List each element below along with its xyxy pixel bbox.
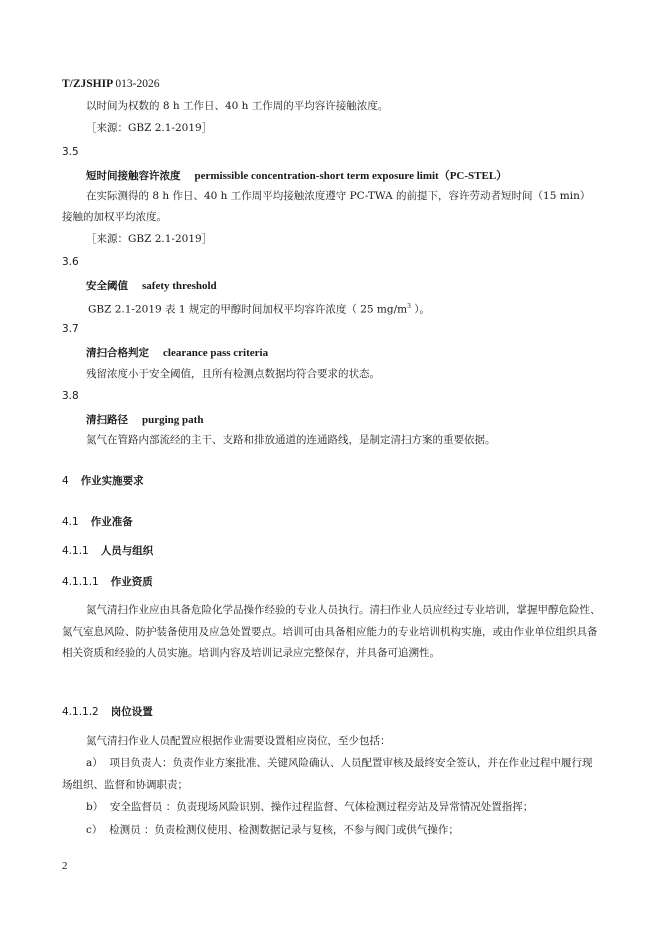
list-item bbox=[62, 753, 602, 796]
clause-title: 岗位设置 bbox=[110, 706, 153, 718]
clause-number: 4.1.1.1 bbox=[62, 576, 99, 588]
qualification-paragraph bbox=[62, 600, 602, 665]
term-definition: 在实际测得的 8 h 作日、40 h 工作周平均接触浓度遵守 PC-TWA 的前提下，容许劳动者短时间（15 min） bbox=[86, 190, 591, 202]
section-title: 作业准备 bbox=[90, 516, 133, 528]
term-number: 3.5 bbox=[62, 146, 79, 158]
list-marker: b） bbox=[86, 801, 104, 813]
twa-definition-tail: 以时间为权数的 8 h 工作日、40 h 工作周的平均容许接触浓度。 bbox=[86, 100, 389, 112]
term-number: 3.6 bbox=[62, 256, 79, 268]
clause-title: 作业资质 bbox=[110, 576, 153, 588]
page-number: 2 bbox=[62, 860, 68, 872]
definition-text: GBZ 2.1-2019 表 1 规定的甲醇时间加权平均容许浓度（ 25 mg/m bbox=[88, 303, 408, 316]
term-title bbox=[86, 167, 507, 183]
chapter-title: 作业实施要求 bbox=[80, 475, 144, 487]
list-item-text: 检测员 ：负责检测仪使用、检测数据记录与复核，不参与阀门或供气操作； bbox=[109, 824, 459, 836]
list-item bbox=[62, 797, 602, 819]
chapter-heading bbox=[62, 473, 144, 488]
term-definition bbox=[88, 296, 430, 321]
paragraph-text: 氮气清扫作业应由具备危险化学品操作经验的专业人员执行。清扫作业人员应经过专业培训，掌握甲醇危险性、氮气室息风险、防护装备使用及应急处置要点。培训可由具备相应能力的专业培训机构实施，或由作业单位组织具备相关资质和经验的人员实施。培训内容及培训记录应完整保存，并具备可追溯性。 bbox=[62, 604, 601, 659]
term-title-en: purging path bbox=[142, 414, 204, 426]
term-title bbox=[86, 412, 203, 427]
term-number: 3.8 bbox=[62, 390, 79, 402]
subsection-heading bbox=[62, 543, 153, 558]
chapter-number: 4 bbox=[62, 475, 69, 487]
list-item-text: 安全监督员 ：负责现场风险识别、操作过程监督、气体检测过程旁站及异常情况处置指挥； bbox=[109, 801, 534, 813]
term-definition: 氮气在管路内部流经的主干、支路和排放通道的连通路线，是制定清扫方案的重要依据。 bbox=[86, 434, 496, 446]
document-code bbox=[62, 78, 159, 90]
term-definition-cont: 接触的加权平均浓度。 bbox=[62, 211, 167, 223]
term-title-en: clearance pass criteria bbox=[163, 347, 269, 359]
list-marker: a） bbox=[86, 757, 103, 769]
subsection-title: 人员与组织 bbox=[100, 545, 154, 557]
term-title-en: safety threshold bbox=[142, 280, 217, 292]
roles-intro: 氮气清扫作业人员配置应根据作业需要设置相应岗位，至少包括： bbox=[86, 735, 391, 747]
unit-superscript: 3 bbox=[407, 303, 411, 310]
list-item bbox=[62, 820, 602, 842]
list-marker: c） bbox=[86, 824, 103, 836]
source-citation: ［来源：GBZ 2.1-2019］ bbox=[86, 122, 213, 134]
section-number: 4.1 bbox=[62, 516, 79, 528]
term-title-en: permissible concentration-short term exposure limit（PC-STEL） bbox=[194, 170, 508, 182]
term-title-cn: 短时间接触容许浓度 bbox=[86, 170, 181, 182]
term-title bbox=[86, 345, 268, 360]
clause-heading bbox=[62, 574, 153, 589]
term-title-cn: 安全阈值 bbox=[86, 280, 128, 292]
clause-heading bbox=[62, 704, 153, 719]
term-title-cn: 清扫合格判定 bbox=[86, 347, 149, 359]
standard-code: T/ZJSHIP bbox=[62, 78, 113, 90]
section-heading bbox=[62, 514, 133, 529]
term-number: 3.7 bbox=[62, 323, 79, 335]
source-citation: ［来源：GBZ 2.1-2019］ bbox=[86, 233, 213, 245]
term-title-cn: 清扫路径 bbox=[86, 414, 128, 426]
term-title bbox=[86, 278, 217, 293]
standard-number: 013-2026 bbox=[115, 78, 160, 90]
definition-text-end: ）。 bbox=[410, 303, 431, 316]
list-item-text: 项目负责人：负责作业方案批准、关键风险确认、人员配置审核及最终安全签认，并在作业过程中履行现场组织、监督和协调职责； bbox=[62, 757, 593, 791]
term-definition: 残留浓度小于安全阈值，且所有检测点数据均符合要求的状态。 bbox=[86, 368, 380, 380]
subsection-number: 4.1.1 bbox=[62, 545, 89, 557]
clause-number: 4.1.1.2 bbox=[62, 706, 99, 718]
